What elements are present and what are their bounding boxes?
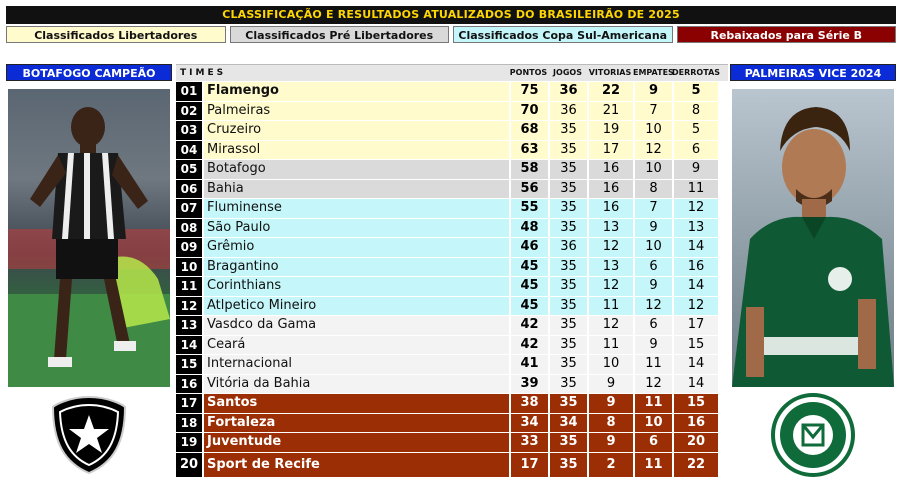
row-games: 35 [550, 433, 587, 452]
champion-player-photo [8, 89, 170, 387]
row-draws: 6 [635, 258, 672, 277]
row-draws: 12 [635, 375, 672, 394]
row-wins: 9 [589, 375, 633, 394]
row-points: 75 [511, 82, 548, 101]
row-draws: 10 [635, 160, 672, 179]
row-points: 34 [511, 414, 548, 433]
row-draws: 6 [635, 316, 672, 335]
row-games: 36 [550, 238, 587, 257]
row-games: 35 [550, 258, 587, 277]
row-team: Grêmio [204, 238, 509, 257]
row-games: 35 [550, 375, 587, 394]
row-games: 34 [550, 414, 587, 433]
row-draws: 10 [635, 121, 672, 140]
row-points: 55 [511, 199, 548, 218]
row-wins: 12 [589, 238, 633, 257]
row-team: Vitória da Bahia [204, 375, 509, 394]
legend [6, 26, 896, 43]
table-row [176, 199, 728, 218]
row-points: 46 [511, 238, 548, 257]
table-row [176, 121, 728, 140]
row-team: São Paulo [204, 219, 509, 238]
row-team: Cruzeiro [204, 121, 509, 140]
row-draws: 10 [635, 414, 672, 433]
row-points: 41 [511, 355, 548, 374]
page [6, 6, 896, 472]
row-draws: 11 [635, 453, 672, 477]
row-position: 20 [176, 453, 202, 477]
row-points: 70 [511, 102, 548, 121]
row-points: 42 [511, 316, 548, 335]
row-losses: 12 [674, 199, 718, 218]
legend-sul-americana: Classificados Copa Sul-Americana [453, 26, 673, 43]
row-position: 09 [176, 238, 202, 257]
row-losses: 16 [674, 258, 718, 277]
row-draws: 11 [635, 394, 672, 413]
table-row [176, 316, 728, 335]
palmeiras-crest-icon [732, 387, 894, 483]
row-team: Vasdco da Gama [204, 316, 509, 335]
row-games: 35 [550, 316, 587, 335]
row-points: 63 [511, 141, 548, 160]
table-row [176, 160, 728, 179]
row-wins: 16 [589, 180, 633, 199]
row-position: 19 [176, 433, 202, 452]
row-team: Fluminense [204, 199, 509, 218]
row-position: 08 [176, 219, 202, 238]
row-team: Atlpetico Mineiro [204, 297, 509, 316]
row-draws: 10 [635, 238, 672, 257]
row-team: Mirassol [204, 141, 509, 160]
row-games: 35 [550, 297, 587, 316]
main-area [6, 64, 896, 488]
standings-table [176, 64, 728, 477]
row-position: 12 [176, 297, 202, 316]
row-losses: 13 [674, 219, 718, 238]
legend-rebaixados: Rebaixados para Série B [677, 26, 897, 43]
champion-panel [6, 64, 172, 488]
row-wins: 2 [589, 453, 633, 477]
row-position: 14 [176, 336, 202, 355]
row-wins: 12 [589, 277, 633, 296]
row-wins: 10 [589, 355, 633, 374]
table-row [176, 297, 728, 316]
row-losses: 8 [674, 102, 718, 121]
row-losses: 22 [674, 453, 718, 477]
row-points: 38 [511, 394, 548, 413]
row-team: Bragantino [204, 258, 509, 277]
row-wins: 22 [589, 82, 633, 101]
row-team: Flamengo [204, 82, 509, 101]
row-games: 36 [550, 102, 587, 121]
row-team: Botafogo [204, 160, 509, 179]
row-losses: 16 [674, 414, 718, 433]
row-games: 35 [550, 277, 587, 296]
table-row [176, 102, 728, 121]
row-wins: 11 [589, 336, 633, 355]
row-losses: 15 [674, 336, 718, 355]
page-title: CLASSIFICAÇÃO E RESULTADOS ATUALIZADOS DO BRASILEIRÃO DE 2025 [6, 6, 896, 24]
row-points: 58 [511, 160, 548, 179]
row-position: 05 [176, 160, 202, 179]
row-wins: 19 [589, 121, 633, 140]
table-row [176, 414, 728, 433]
header-empates: EMPATES [633, 68, 674, 77]
row-position: 01 [176, 82, 202, 101]
row-draws: 9 [635, 219, 672, 238]
row-wins: 8 [589, 414, 633, 433]
row-wins: 13 [589, 258, 633, 277]
row-position: 15 [176, 355, 202, 374]
header-derrotas: DERROTAS [672, 68, 721, 77]
row-games: 35 [550, 336, 587, 355]
row-losses: 15 [674, 394, 718, 413]
row-losses: 5 [674, 82, 718, 101]
table-row [176, 375, 728, 394]
row-losses: 14 [674, 355, 718, 374]
row-draws: 9 [635, 82, 672, 101]
row-position: 10 [176, 258, 202, 277]
row-team: Ceará [204, 336, 509, 355]
row-position: 04 [176, 141, 202, 160]
row-draws: 11 [635, 355, 672, 374]
row-games: 35 [550, 180, 587, 199]
row-draws: 8 [635, 180, 672, 199]
vice-player-photo [732, 89, 894, 387]
row-position: 18 [176, 414, 202, 433]
table-row [176, 82, 728, 101]
row-games: 35 [550, 199, 587, 218]
row-games: 35 [550, 219, 587, 238]
row-losses: 9 [674, 160, 718, 179]
row-losses: 5 [674, 121, 718, 140]
row-team: Internacional [204, 355, 509, 374]
row-team: Corinthians [204, 277, 509, 296]
row-games: 35 [550, 141, 587, 160]
table-row [176, 141, 728, 160]
row-team: Fortaleza [204, 414, 509, 433]
row-wins: 17 [589, 141, 633, 160]
table-header [176, 64, 728, 81]
row-points: 42 [511, 336, 548, 355]
row-team: Sport de Recife [204, 453, 509, 477]
row-games: 36 [550, 82, 587, 101]
header-jogos: JOGOS [553, 68, 582, 77]
row-draws: 12 [635, 141, 672, 160]
row-draws: 7 [635, 199, 672, 218]
vice-title: PALMEIRAS VICE 2024 [730, 64, 896, 81]
row-position: 13 [176, 316, 202, 335]
table-row [176, 433, 728, 452]
vice-panel [730, 64, 896, 488]
row-wins: 21 [589, 102, 633, 121]
row-losses: 20 [674, 433, 718, 452]
row-points: 48 [511, 219, 548, 238]
row-position: 06 [176, 180, 202, 199]
header-pontos: PONTOS [509, 68, 548, 77]
row-draws: 6 [635, 433, 672, 452]
row-position: 17 [176, 394, 202, 413]
row-position: 03 [176, 121, 202, 140]
row-wins: 16 [589, 160, 633, 179]
row-games: 35 [550, 453, 587, 477]
table-row [176, 277, 728, 296]
row-draws: 9 [635, 277, 672, 296]
table-row [176, 355, 728, 374]
row-points: 33 [511, 433, 548, 452]
row-games: 35 [550, 160, 587, 179]
row-points: 56 [511, 180, 548, 199]
row-position: 16 [176, 375, 202, 394]
row-losses: 6 [674, 141, 718, 160]
row-games: 35 [550, 355, 587, 374]
table-row [176, 453, 728, 477]
table-row [176, 394, 728, 413]
row-draws: 12 [635, 297, 672, 316]
row-team: Juventude [204, 433, 509, 452]
row-losses: 17 [674, 316, 718, 335]
table-row [176, 336, 728, 355]
row-wins: 13 [589, 219, 633, 238]
botafogo-crest-icon [8, 387, 170, 483]
row-wins: 11 [589, 297, 633, 316]
legend-libertadores: Classificados Libertadores [6, 26, 226, 43]
row-wins: 16 [589, 199, 633, 218]
row-losses: 14 [674, 277, 718, 296]
row-wins: 9 [589, 394, 633, 413]
row-team: Bahia [204, 180, 509, 199]
header-times: TIMES [180, 68, 227, 78]
row-points: 39 [511, 375, 548, 394]
row-draws: 7 [635, 102, 672, 121]
row-games: 35 [550, 394, 587, 413]
row-position: 02 [176, 102, 202, 121]
table-row [176, 258, 728, 277]
row-team: Palmeiras [204, 102, 509, 121]
legend-pre-libertadores: Classificados Pré Libertadores [230, 26, 450, 43]
row-losses: 12 [674, 297, 718, 316]
row-wins: 9 [589, 433, 633, 452]
row-wins: 12 [589, 316, 633, 335]
row-points: 45 [511, 258, 548, 277]
row-losses: 14 [674, 238, 718, 257]
table-row [176, 219, 728, 238]
row-position: 07 [176, 199, 202, 218]
table-row [176, 180, 728, 199]
header-vitorias: VITORIAS [588, 68, 632, 77]
table-row [176, 238, 728, 257]
champion-title: BOTAFOGO CAMPEÃO [6, 64, 172, 81]
row-points: 45 [511, 277, 548, 296]
row-points: 68 [511, 121, 548, 140]
row-points: 45 [511, 297, 548, 316]
row-losses: 14 [674, 375, 718, 394]
row-team: Santos [204, 394, 509, 413]
row-draws: 9 [635, 336, 672, 355]
row-position: 11 [176, 277, 202, 296]
row-losses: 11 [674, 180, 718, 199]
row-games: 35 [550, 121, 587, 140]
row-points: 17 [511, 453, 548, 477]
